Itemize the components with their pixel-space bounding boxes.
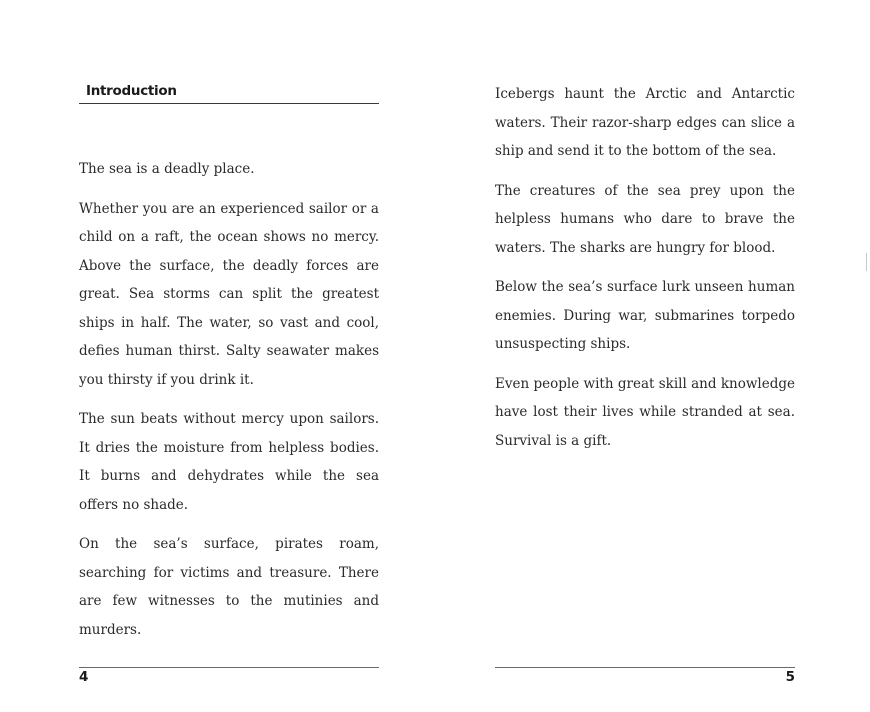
paragraph: The sea is a deadly place. — [79, 161, 255, 177]
page-number: 4 — [79, 669, 89, 685]
footer-rule — [79, 667, 379, 668]
paragraph: The sun beats without mercy upon sailors. It dries the moisture from helpless bodies. It burns and dehydrates while the sea offers no shade. — [79, 411, 379, 513]
page-number: 5 — [785, 669, 795, 685]
paragraph: Even people with great skill and knowledge have lost their lives while stranded at sea. Survival is a gift. — [495, 375, 795, 449]
footer-rule — [495, 667, 795, 668]
right-page-text — [495, 80, 795, 466]
paragraph: On the sea’s surface, pirates roam, searching for victims and treasure. There are few witnesses to the mutinies and murders. — [79, 536, 379, 638]
right-page — [495, 0, 795, 712]
paragraph: The creatures of the sea prey upon the helpless humans who dare to brave the waters. The sharks are hungry for blood. — [495, 182, 795, 256]
left-page — [79, 0, 379, 712]
heading-rule — [79, 103, 379, 104]
paragraph: Whether you are an experienced sailor or a child on a raft, the ocean shows no mercy. Above the surface, the deadly forces are great. Sea storms can split the greatest ships in half. The water, so vast and cool, defies human thirst. Salty seawater makes you thirsty if you drink it. — [79, 200, 379, 388]
edge-mark — [866, 253, 867, 271]
paragraph: Below the sea’s surface lurk unseen human enemies. During war, submarines torpedo unsuspecting ships. — [495, 279, 795, 352]
left-page-text — [79, 155, 379, 655]
paragraph: Icebergs haunt the Arctic and Antarctic waters. Their razor-sharp edges can slice a ship and send it to the bottom of the sea. — [495, 86, 795, 159]
section-heading: Introduction — [86, 83, 177, 99]
